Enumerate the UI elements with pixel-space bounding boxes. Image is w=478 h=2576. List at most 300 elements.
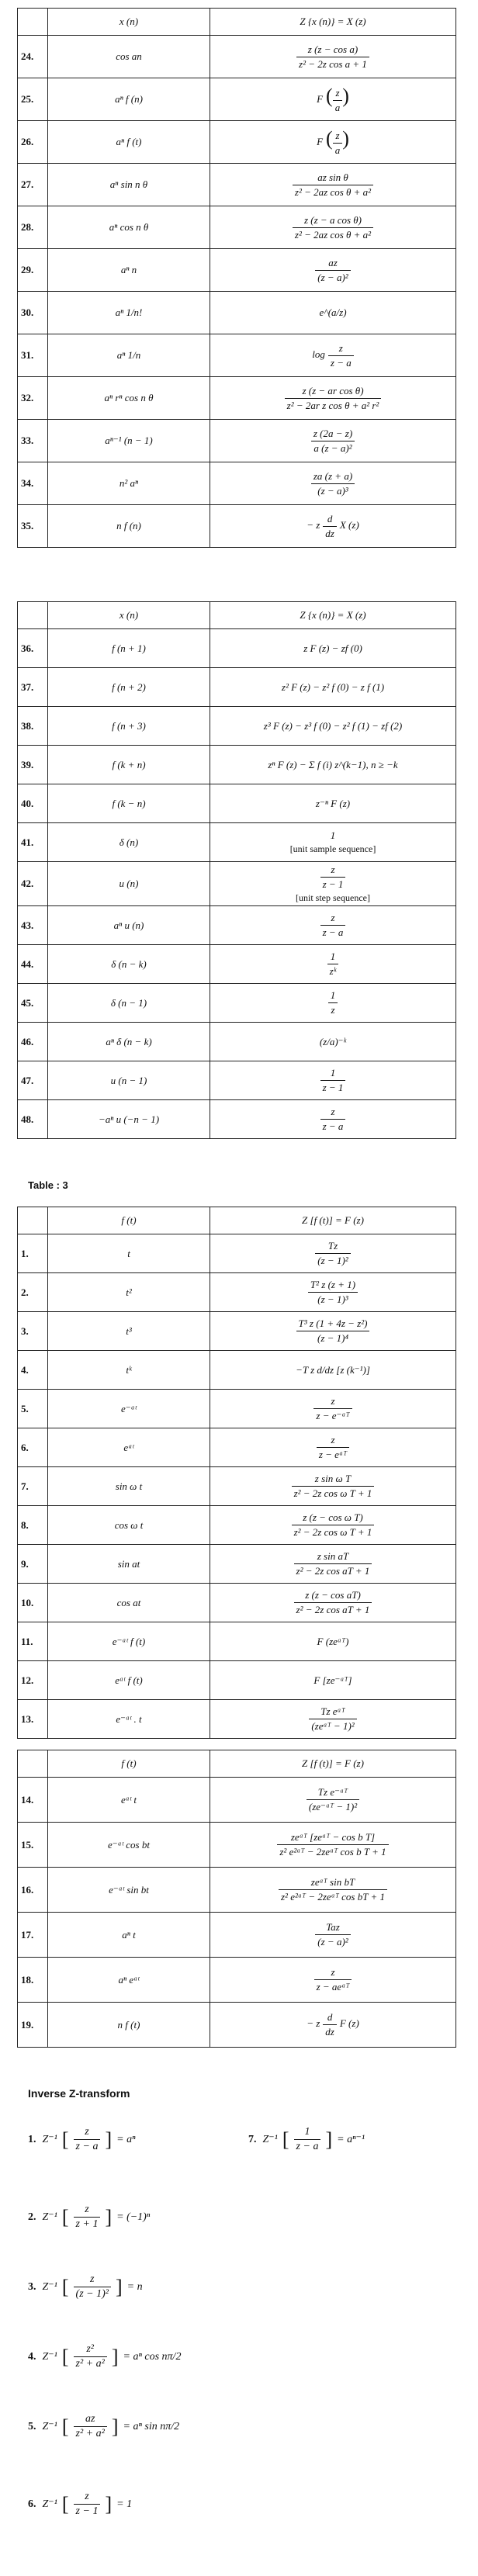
table-row	[18, 1913, 456, 1958]
fraction-denominator: z − eᵃᵀ	[318, 1449, 348, 1460]
sequence-cell: e⁻ᵃᵗ . t	[48, 1700, 210, 1739]
fraction	[292, 1511, 375, 1539]
fraction-denominator: z − a	[330, 356, 352, 369]
fraction	[323, 2011, 337, 2038]
fraction-numerator: z (z − ar cos θ)	[285, 385, 382, 399]
transform-cell	[210, 1958, 456, 2003]
fraction	[74, 2204, 101, 2231]
table-row	[18, 784, 456, 823]
row-number: 6.	[18, 1428, 48, 1467]
fraction-denominator: (z − 1)³	[317, 1293, 348, 1305]
row-number: 35.	[18, 505, 48, 548]
fraction	[309, 1705, 356, 1733]
table-row	[18, 1351, 456, 1390]
fraction	[74, 2273, 111, 2301]
inverse-item	[28, 2343, 181, 2370]
table-row	[18, 206, 456, 249]
fraction-denominator: z² − 2z cos ω T + 1	[293, 1526, 372, 1538]
sequence-cell: eᵃᵗ f (t)	[48, 1661, 210, 1700]
table-row	[18, 1100, 456, 1139]
table-row	[18, 249, 456, 292]
table-row	[18, 668, 456, 707]
inverse-expression	[43, 2273, 143, 2301]
fraction-numerator: d	[323, 2011, 337, 2025]
transform-cell	[210, 1467, 456, 1506]
row-number: 7.	[18, 1467, 48, 1506]
row-number: 33.	[18, 420, 48, 462]
transform-expression: F (zeᵃᵀ)	[317, 1635, 349, 1647]
inverse-item-number: 3.	[28, 2281, 36, 2293]
transform-cell	[210, 784, 456, 823]
sequence-cell: aⁿ rⁿ cos n θ	[48, 377, 210, 420]
header-transform: Z {x (n)} = X (z)	[210, 9, 456, 36]
inverse-result: = aⁿ	[116, 2133, 136, 2145]
header-transform: Z [f (t)] = F (z)	[210, 1750, 456, 1778]
table-row	[18, 629, 456, 668]
row-number: 39.	[18, 746, 48, 784]
sequence-cell: t³	[48, 1312, 210, 1351]
transform-cell	[210, 668, 456, 707]
fraction-numerator: z sin aT	[294, 1550, 372, 1564]
fraction-denominator: a	[334, 101, 341, 113]
header-number	[18, 1750, 48, 1778]
transform-expression: z⁻ⁿ F (z)	[315, 797, 351, 809]
table-row	[18, 1868, 456, 1913]
fraction-numerator: z	[313, 1395, 352, 1409]
row-number: 3.	[18, 1312, 48, 1351]
transform-cell	[210, 746, 456, 784]
row-number: 1.	[18, 1234, 48, 1273]
transform-cell	[210, 1061, 456, 1100]
row-number: 29.	[18, 249, 48, 292]
fraction-denominator: (z − a)³	[317, 484, 348, 497]
transform-expression: −T z d/dz [z (k⁻¹)]	[296, 1363, 370, 1376]
fraction-denominator: z² − 2z cos ω T + 1	[293, 1487, 372, 1499]
fraction-denominator: (z − 1)⁴	[317, 1332, 348, 1344]
right-bracket-icon: ]	[105, 2205, 113, 2228]
left-bracket-icon: [	[61, 2415, 69, 2438]
transform-expression: zⁿ F (z) − Σ f (i) z^(k−1), n ≥ −k	[268, 758, 398, 770]
inverse-item-number: 4.	[28, 2351, 36, 2363]
table-row	[18, 1273, 456, 1312]
inverse-z-transform-title: Inverse Z-transform	[28, 2087, 130, 2100]
fraction-denominator: z² − 2ar z cos θ + a² r²	[286, 399, 379, 411]
transform-cell	[210, 1390, 456, 1428]
table-row	[18, 1390, 456, 1428]
table-row	[18, 334, 456, 377]
inverse-operator: Z⁻¹	[42, 2211, 57, 2223]
right-bracket-icon: ]	[105, 2128, 113, 2151]
transform-cell	[210, 1312, 456, 1351]
transform-cell	[210, 1584, 456, 1622]
fraction	[74, 2413, 107, 2440]
fraction	[313, 1395, 352, 1422]
sequence-cell: e⁻ᵃᵗ cos bt	[48, 1823, 210, 1868]
inverse-result: = aⁿ cos nπ/2	[123, 2350, 182, 2363]
fraction	[320, 1067, 346, 1094]
row-number: 10.	[18, 1584, 48, 1622]
right-bracket-icon: ]	[115, 2275, 123, 2298]
fraction	[293, 214, 373, 241]
fraction-numerator: z	[314, 1966, 352, 1980]
fraction	[323, 513, 337, 540]
transform-expression: z F (z) − zf (0)	[303, 642, 362, 654]
transform-cell	[210, 1622, 456, 1661]
inverse-item	[28, 2273, 143, 2301]
fraction-denominator: z − a	[322, 926, 344, 938]
sequence-cell: aⁿ u (n)	[48, 906, 210, 945]
fraction-numerator: z	[317, 1434, 349, 1448]
fraction-numerator: z	[328, 342, 354, 356]
fraction-denominator: a (z − a)²	[313, 441, 352, 454]
inverse-expression	[43, 2126, 136, 2153]
left-bracket-icon: [	[61, 2492, 69, 2515]
row-number: 24.	[18, 36, 48, 78]
row-number: 27.	[18, 164, 48, 206]
row-number: 16.	[18, 1868, 48, 1913]
inverse-item	[28, 2413, 179, 2440]
left-bracket-icon: [	[61, 2345, 69, 2368]
header-sequence: x (n)	[48, 602, 210, 629]
fraction-numerator: z²	[74, 2343, 107, 2357]
inverse-item	[248, 2126, 365, 2153]
fraction-denominator: z² − 2z cos aT + 1	[296, 1604, 370, 1615]
table-row	[18, 945, 456, 984]
fraction	[311, 428, 355, 455]
sequence-cell: cos an	[48, 36, 210, 78]
fraction-numerator: Taz	[315, 1921, 350, 1935]
row-number: 45.	[18, 984, 48, 1023]
fraction	[327, 950, 339, 978]
sequence-cell: aⁿ δ (n − k)	[48, 1023, 210, 1061]
table-header-row	[18, 602, 456, 629]
left-bracket-icon: [	[61, 2205, 69, 2228]
transform-suffix: X (z)	[339, 518, 359, 531]
transform-cell	[210, 420, 456, 462]
inverse-expression	[43, 2491, 133, 2518]
transform-cell	[210, 78, 456, 121]
transform-cell	[210, 1351, 456, 1390]
fraction-numerator: z	[74, 2204, 101, 2218]
fraction-denominator: z − 1	[322, 1082, 344, 1093]
fraction	[315, 1921, 350, 1948]
transform-cell	[210, 1778, 456, 1823]
row-number: 11.	[18, 1622, 48, 1661]
fraction	[74, 2126, 101, 2153]
fraction	[285, 385, 382, 412]
fraction-denominator: z − 1	[75, 2505, 99, 2517]
table-row	[18, 1700, 456, 1739]
fraction-denominator: z² − 2az cos θ + a²	[294, 185, 372, 198]
transform-cell	[210, 249, 456, 292]
transform-cell	[210, 945, 456, 984]
sequence-cell: sin ω t	[48, 1467, 210, 1506]
row-number: 36.	[18, 629, 48, 668]
sequence-cell: aⁿ 1/n	[48, 334, 210, 377]
table-row	[18, 1584, 456, 1622]
fraction-numerator: 1	[320, 1067, 346, 1081]
inverse-result: = n	[126, 2280, 143, 2293]
sequence-cell: u (n − 1)	[48, 1061, 210, 1100]
table-row	[18, 1622, 456, 1661]
transform-cell	[210, 906, 456, 945]
fraction	[315, 257, 350, 284]
table-row	[18, 1823, 456, 1868]
fraction-denominator: z − a	[75, 2141, 99, 2152]
fraction-numerator: Tz e⁻ᵃᵀ	[307, 1786, 359, 1800]
fraction-numerator: T² z (z + 1)	[308, 1279, 358, 1293]
row-number: 14.	[18, 1778, 48, 1823]
transform-cell	[210, 1428, 456, 1467]
transform-cell	[210, 2003, 456, 2048]
fraction-numerator: z	[320, 864, 346, 878]
fraction	[317, 1434, 349, 1461]
table-row	[18, 2003, 456, 2048]
row-number: 18.	[18, 1958, 48, 2003]
row-number: 34.	[18, 462, 48, 505]
fraction-denominator: z² − 2az cos θ + a²	[294, 228, 372, 241]
header-function: f (t)	[48, 1750, 210, 1778]
fraction-denominator: (z − 1)²	[75, 2288, 109, 2300]
fraction-numerator: az	[315, 257, 350, 271]
sequence-cell: t	[48, 1234, 210, 1273]
row-number: 31.	[18, 334, 48, 377]
row-number: 37.	[18, 668, 48, 707]
sequence-cell: cos ω t	[48, 1506, 210, 1545]
fraction-numerator: 1	[328, 989, 338, 1003]
sequence-cell: eᵃᵗ t	[48, 1778, 210, 1823]
sequence-cell: tᵏ	[48, 1351, 210, 1390]
table-header-row	[18, 1207, 456, 1234]
fraction	[277, 1831, 388, 1858]
sequence-cell: aⁿ f (t)	[48, 121, 210, 164]
fraction	[308, 1279, 358, 1306]
sequence-cell: e⁻ᵃᵗ	[48, 1390, 210, 1428]
fraction-numerator: z (2a − z)	[311, 428, 355, 441]
right-paren-icon: )	[342, 127, 349, 151]
row-number: 19.	[18, 2003, 48, 2048]
fraction-denominator: (zeᵃᵀ − 1)²	[311, 1720, 355, 1732]
fraction	[315, 1240, 350, 1267]
transform-cell	[210, 292, 456, 334]
transform-cell	[210, 707, 456, 746]
table-row	[18, 164, 456, 206]
transform-expression: e^(a/z)	[319, 306, 347, 318]
laplace-z-table-1-13	[17, 1207, 456, 1739]
fraction	[311, 470, 355, 497]
table-row	[18, 1661, 456, 1700]
fraction-denominator: (z − a)²	[317, 1936, 348, 1948]
z-transform-table-24-35	[17, 8, 456, 548]
fraction-numerator: z	[74, 2491, 101, 2505]
right-paren-icon: )	[342, 85, 349, 108]
transform-cell	[210, 984, 456, 1023]
fraction	[74, 2343, 107, 2370]
sequence-cell: n f (n)	[48, 505, 210, 548]
table-row	[18, 862, 456, 906]
transform-expression: 1	[330, 829, 336, 841]
fraction-denominator: z² + a²	[75, 2358, 105, 2370]
inverse-item	[28, 2126, 135, 2153]
fraction-numerator: z	[74, 2273, 111, 2287]
row-number: 28.	[18, 206, 48, 249]
inverse-operator: Z⁻¹	[42, 2421, 57, 2432]
transform-cell	[210, 505, 456, 548]
fraction-numerator: z	[333, 130, 343, 144]
transform-note: [unit step sequence]	[296, 892, 370, 903]
sequence-cell: aⁿ sin n θ	[48, 164, 210, 206]
fraction-numerator: z (z − cos aT)	[294, 1589, 372, 1603]
fraction-numerator: 1	[294, 2126, 321, 2140]
transform-cell	[210, 462, 456, 505]
table-row	[18, 1467, 456, 1506]
header-function: f (t)	[48, 1207, 210, 1234]
inverse-expression	[43, 2204, 151, 2231]
transform-cell	[210, 121, 456, 164]
sequence-cell: u (n)	[48, 862, 210, 906]
fraction	[328, 342, 354, 369]
fraction-denominator: z² e²ᵃᵀ − 2zeᵃᵀ cos bT + 1	[281, 1891, 385, 1903]
fraction-numerator: za (z + a)	[311, 470, 355, 484]
right-bracket-icon: ]	[105, 2492, 113, 2515]
table-row	[18, 746, 456, 784]
transform-prefix: log	[312, 348, 325, 360]
right-bracket-icon: ]	[111, 2415, 119, 2438]
row-number: 32.	[18, 377, 48, 420]
sequence-cell: aⁿ t	[48, 1913, 210, 1958]
fraction	[294, 1550, 372, 1577]
sequence-cell: f (n + 2)	[48, 668, 210, 707]
table-row	[18, 984, 456, 1023]
table-row	[18, 1023, 456, 1061]
fraction-denominator: z − a	[322, 1120, 344, 1132]
fraction	[314, 1966, 352, 1993]
transform-cell	[210, 1661, 456, 1700]
right-bracket-icon: ]	[325, 2128, 333, 2151]
table-row	[18, 36, 456, 78]
table-row	[18, 1061, 456, 1100]
row-number: 17.	[18, 1913, 48, 1958]
inverse-expression	[43, 2343, 182, 2370]
row-number: 15.	[18, 1823, 48, 1868]
fraction	[333, 130, 343, 157]
inverse-item-number: 7.	[248, 2134, 257, 2145]
row-number: 13.	[18, 1700, 48, 1739]
fraction-numerator: z (z − cos a)	[296, 43, 369, 57]
fraction	[292, 1473, 375, 1500]
sequence-cell: aⁿ⁻¹ (n − 1)	[48, 420, 210, 462]
fraction-denominator: z² + a²	[75, 2428, 105, 2439]
header-number	[18, 9, 48, 36]
left-paren-icon: (	[326, 85, 333, 108]
left-bracket-icon: [	[61, 2128, 69, 2151]
sequence-cell: cos at	[48, 1584, 210, 1622]
inverse-expression	[263, 2126, 365, 2153]
z-transform-table-36-48	[17, 601, 456, 1139]
fraction	[320, 1106, 346, 1133]
fraction-denominator: dz	[325, 527, 334, 539]
inverse-operator: Z⁻¹	[42, 2134, 57, 2145]
table-row	[18, 420, 456, 462]
fraction-numerator: z (z − cos ω T)	[292, 1511, 375, 1525]
table-row	[18, 823, 456, 862]
inverse-item-number: 6.	[28, 2498, 36, 2510]
table-row	[18, 462, 456, 505]
table-row	[18, 377, 456, 420]
transform-prefix: F	[317, 93, 324, 106]
inverse-operator: Z⁻¹	[42, 2351, 57, 2363]
fraction	[294, 1589, 372, 1616]
row-number: 40.	[18, 784, 48, 823]
table-row	[18, 1428, 456, 1467]
transform-expression: z² F (z) − z² f (0) − z f (1)	[281, 680, 385, 693]
row-number: 9.	[18, 1545, 48, 1584]
transform-cell	[210, 206, 456, 249]
fraction-denominator: (ze⁻ᵃᵀ − 1)²	[308, 1801, 358, 1813]
sequence-cell: f (k + n)	[48, 746, 210, 784]
inverse-operator: Z⁻¹	[42, 2498, 57, 2510]
transform-cell	[210, 823, 456, 862]
inverse-item-number: 1.	[28, 2134, 36, 2145]
transform-note: [unit sample sequence]	[289, 843, 376, 854]
header-transform: Z {x (n)} = X (z)	[210, 602, 456, 629]
transform-prefix: F	[317, 136, 324, 148]
header-number	[18, 1207, 48, 1234]
transform-cell	[210, 1273, 456, 1312]
fraction-denominator: z − a	[296, 2141, 319, 2152]
inverse-expression	[43, 2413, 180, 2440]
table-row	[18, 505, 456, 548]
fraction-denominator: z − 1	[322, 878, 344, 890]
table-row	[18, 906, 456, 945]
fraction	[333, 87, 343, 114]
transform-expression: z³ F (z) − z³ f (0) − z² f (1) − zf (2)	[263, 719, 403, 732]
fraction	[279, 1876, 387, 1903]
fraction	[328, 989, 338, 1016]
left-bracket-icon: [	[282, 2128, 289, 2151]
sequence-cell: δ (n)	[48, 823, 210, 862]
header-transform: Z [f (t)] = F (z)	[210, 1207, 456, 1234]
transform-prefix: − z	[307, 2017, 320, 2030]
table-row	[18, 1506, 456, 1545]
transform-cell	[210, 1545, 456, 1584]
row-number: 42.	[18, 862, 48, 906]
sequence-cell: n² aⁿ	[48, 462, 210, 505]
row-number: 44.	[18, 945, 48, 984]
transform-expression: (z/a)⁻ᵏ	[319, 1035, 347, 1047]
fraction-numerator: zeᵃᵀ [zeᵃᵀ − cos b T]	[277, 1831, 388, 1845]
table-row	[18, 1545, 456, 1584]
fraction-numerator: z	[320, 912, 346, 926]
sequence-cell: n f (t)	[48, 2003, 210, 2048]
fraction-numerator: Tz eᵃᵀ	[309, 1705, 356, 1719]
fraction-numerator: z	[74, 2126, 101, 2140]
table-row	[18, 1234, 456, 1273]
table-row	[18, 292, 456, 334]
sequence-cell: f (n + 3)	[48, 707, 210, 746]
header-number	[18, 602, 48, 629]
fraction	[320, 864, 346, 891]
row-number: 8.	[18, 1506, 48, 1545]
fraction-denominator: z − aeᵃᵀ	[316, 1981, 350, 1993]
fraction	[74, 2491, 101, 2518]
transform-expression: F [ze⁻ᵃᵀ]	[313, 1674, 352, 1686]
fraction-denominator: zᵏ	[329, 965, 337, 977]
inverse-result: = (−1)ⁿ	[116, 2211, 151, 2223]
transform-cell	[210, 1868, 456, 1913]
fraction-numerator: 1	[327, 950, 339, 964]
row-number: 48.	[18, 1100, 48, 1139]
